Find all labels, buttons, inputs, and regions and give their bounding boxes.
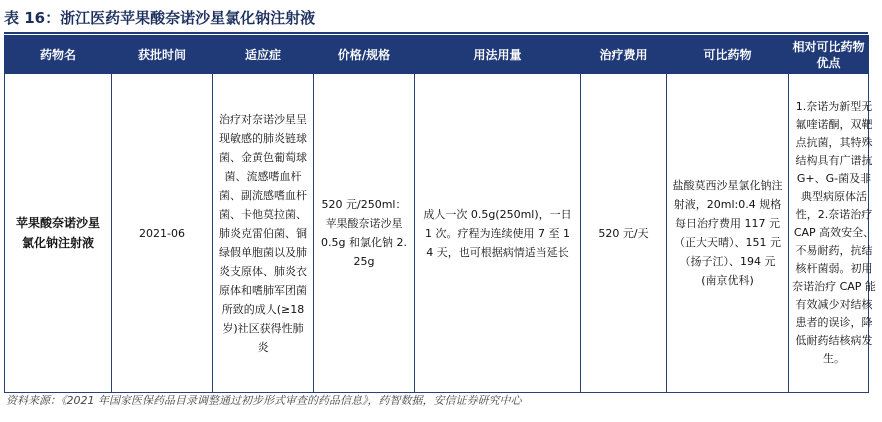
title-underline — [4, 32, 868, 34]
header-comparable-drugs: 可比药物 — [667, 36, 789, 74]
indication-text: 治疗对奈诺沙星呈现敏感的肺炎链球菌、金黄色葡萄球菌、流感嗜血杆菌、副流感嗜血杆菌、卡他莫拉菌、肺炎克雷伯菌、铜绿假单胞菌以及肺炎支原体、肺炎衣原体和嗜肺军团菌所致的成人(≥18 岁)社区获得性肺炎 — [219, 112, 307, 354]
cell-dosage — [415, 74, 581, 393]
cell-indication — [213, 74, 314, 393]
advantages-text: 1.奈诺为新型无氟喹诺酮，双靶点抗菌，其特殊结构具有广谱抗 G+、G-菌及非典型病原体活性，2.奈诺治疗 CAP 高效安全、不易耐药，抗结核杆菌弱。初用奈诺治疗 CAP 能有效减少对结核患者的误诊，降低耐药结核病发生。 — [792, 100, 876, 365]
cell-price-spec — [314, 74, 415, 393]
cell-drug-name — [5, 74, 112, 393]
cell-comparable-drugs — [667, 74, 789, 393]
header-approval-date: 获批时间 — [112, 36, 213, 74]
header-dosage: 用法用量 — [415, 36, 581, 74]
header-advantages: 相对可比药物优点 — [789, 36, 869, 74]
header-treatment-cost: 治疗费用 — [581, 36, 667, 74]
dosage-text: 成人一次 0.5g(250ml)，一日 1 次。疗程为连续使用 7 至 14 天，也可根据病情适当延长 — [423, 207, 572, 259]
drug-name-text: 苹果酸奈诺沙星氯化钠注射液 — [15, 216, 100, 250]
table-title: 表 16：浙江医药苹果酸奈诺沙星氯化钠注射液 — [4, 9, 316, 27]
cell-advantages — [789, 74, 876, 393]
source-note: 资料来源：《2021 年国家医保药品目录调整通过初步形式审查的药品信息》，药智数据，安信证券研究中心 — [6, 394, 522, 407]
header-indication: 适应症 — [213, 36, 314, 74]
cell-approval-date: 2021-06 — [112, 74, 213, 393]
drug-table — [4, 35, 876, 393]
table-header-row — [5, 36, 869, 74]
price-spec-text: 520 元/250ml：苹果酸奈诺沙星 0.5g 和氯化钠 2.25g — [321, 198, 407, 268]
header-price-spec: 价格/规格 — [314, 36, 415, 74]
cell-treatment-cost: 520 元/天 — [581, 74, 667, 393]
header-drug-name: 药物名 — [5, 36, 112, 74]
comparable-drugs-text: 盐酸莫西沙星氯化钠注射液，20ml:0.4 规格每日治疗费用 117 元（正大天晴）、151 元（扬子江）、194 元(南京优科) — [672, 179, 783, 287]
table-row — [5, 74, 869, 393]
